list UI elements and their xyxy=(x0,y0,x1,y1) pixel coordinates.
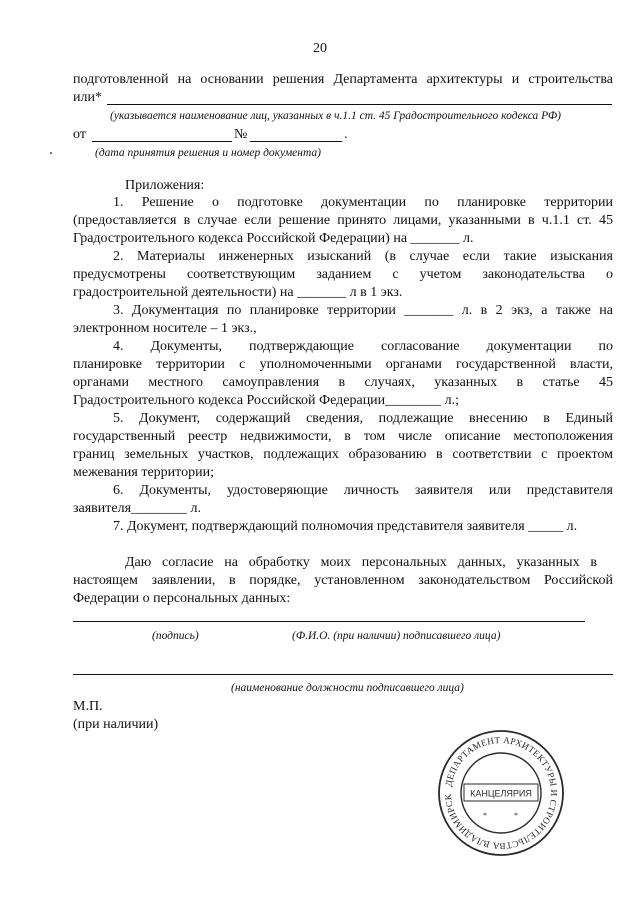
item7: 7. Документ, подтверждающий полномочия представителя заявителя _____ л. xyxy=(113,519,578,534)
attachments-title: Приложения: xyxy=(125,178,205,193)
full-name-label: (Ф.И.О. (при наличии) подписавшего лица) xyxy=(292,630,501,642)
item1-line1: 1. Решение о подготовке документации по планировке территории xyxy=(113,195,613,210)
applicant-name-note: (указывается наименование лиц, указанных в ч.1.1 ст. 45 Градостроительного кодекса РФ) xyxy=(110,110,561,122)
item2-line1: 2. Материалы инженерных изысканий (в случае если такие изыскания xyxy=(113,249,613,264)
stamp-place-label: М.П. xyxy=(73,699,103,714)
signature-label: (подпись) xyxy=(152,630,199,642)
item5-line3: границ земельных участков, подлежащих образованию в соответствии с проектом xyxy=(73,447,613,462)
item4-line4: Градостроительного кодекса Российской Федерации________ л.; xyxy=(73,393,460,408)
stamp-center-text: КАНЦЕЛЯРИЯ xyxy=(470,788,532,799)
svg-text:*: * xyxy=(514,811,518,820)
date-prefix: от xyxy=(73,127,86,142)
page-number: 20 xyxy=(313,41,327,56)
consent-line2: настоящем заявлении, в порядке, установленном законодательством Российской xyxy=(73,573,613,588)
item5-line4: межевания территории; xyxy=(73,465,214,480)
item5-line2: государственный реестр недвижимости, в том числе описание местоположения xyxy=(73,429,613,444)
date-suffix: . xyxy=(344,127,348,142)
item1-line3: Градостроительного кодекса Российской Федерации) на _______ л. xyxy=(73,231,474,246)
stamp-seal-graphic xyxy=(436,728,566,858)
svg-text:*: * xyxy=(483,811,487,820)
number-line xyxy=(250,141,342,142)
consent-line1: Даю согласие на обработку моих персональных данных, указанных в xyxy=(125,555,597,570)
scan-speck xyxy=(50,152,52,154)
item1-line2: (предоставляется в случае если решение принято лицами, указанными в ч.1.1 ст. 45 xyxy=(73,213,613,228)
or-prefix: или* xyxy=(73,90,102,105)
item5-line1: 5. Документ, содержащий сведения, подлежащие внесению в Единый xyxy=(113,411,613,426)
item4-line2: планировке территории с уполномоченными органами государственной власти, xyxy=(73,357,613,372)
item2-line3: градостроительной деятельности) на _______ л в 1 экз. xyxy=(73,285,403,300)
number-prefix: № xyxy=(234,127,248,142)
item3-line2: электронном носителе – 1 экз., xyxy=(73,321,257,336)
position-line xyxy=(73,674,613,675)
item3-line1: 3. Документация по планировке территории _______ л. в 2 экз, а также на xyxy=(113,303,613,318)
consent-line3: Федерации о персональных данных: xyxy=(73,591,291,606)
office-stamp xyxy=(436,728,566,858)
item4-line1: 4. Документы, подтверждающие согласование документации по xyxy=(113,339,613,354)
position-label: (наименование должности подписавшего лица) xyxy=(231,682,464,694)
item6-line1: 6. Документы, удостоверяющие личность заявителя или представителя xyxy=(113,483,613,498)
item6-line2: заявителя________ л. xyxy=(73,501,202,516)
stamp-place-note: (при наличии) xyxy=(73,717,159,732)
date-line xyxy=(92,141,232,142)
decision-date-note: (дата принятия решения и номер документа) xyxy=(95,147,322,159)
stamp-ring-text: ДЕПАРТАМЕНТ АРХИТЕКТУРЫ И СТРОИТЕЛЬСТВА ВЛАДИМИРСК xyxy=(442,734,560,852)
decision-line: подготовленной на основании решения Департамента архитектуры и строительства xyxy=(73,72,613,87)
item2-line2: предусмотрены соответствующим заданием с учетом законодательства о xyxy=(73,267,613,282)
signature-line xyxy=(73,621,585,622)
applicant-name-line xyxy=(107,104,612,105)
item4-line3: органами местного самоуправления в случаях, указанных в статье 45 xyxy=(73,375,613,390)
